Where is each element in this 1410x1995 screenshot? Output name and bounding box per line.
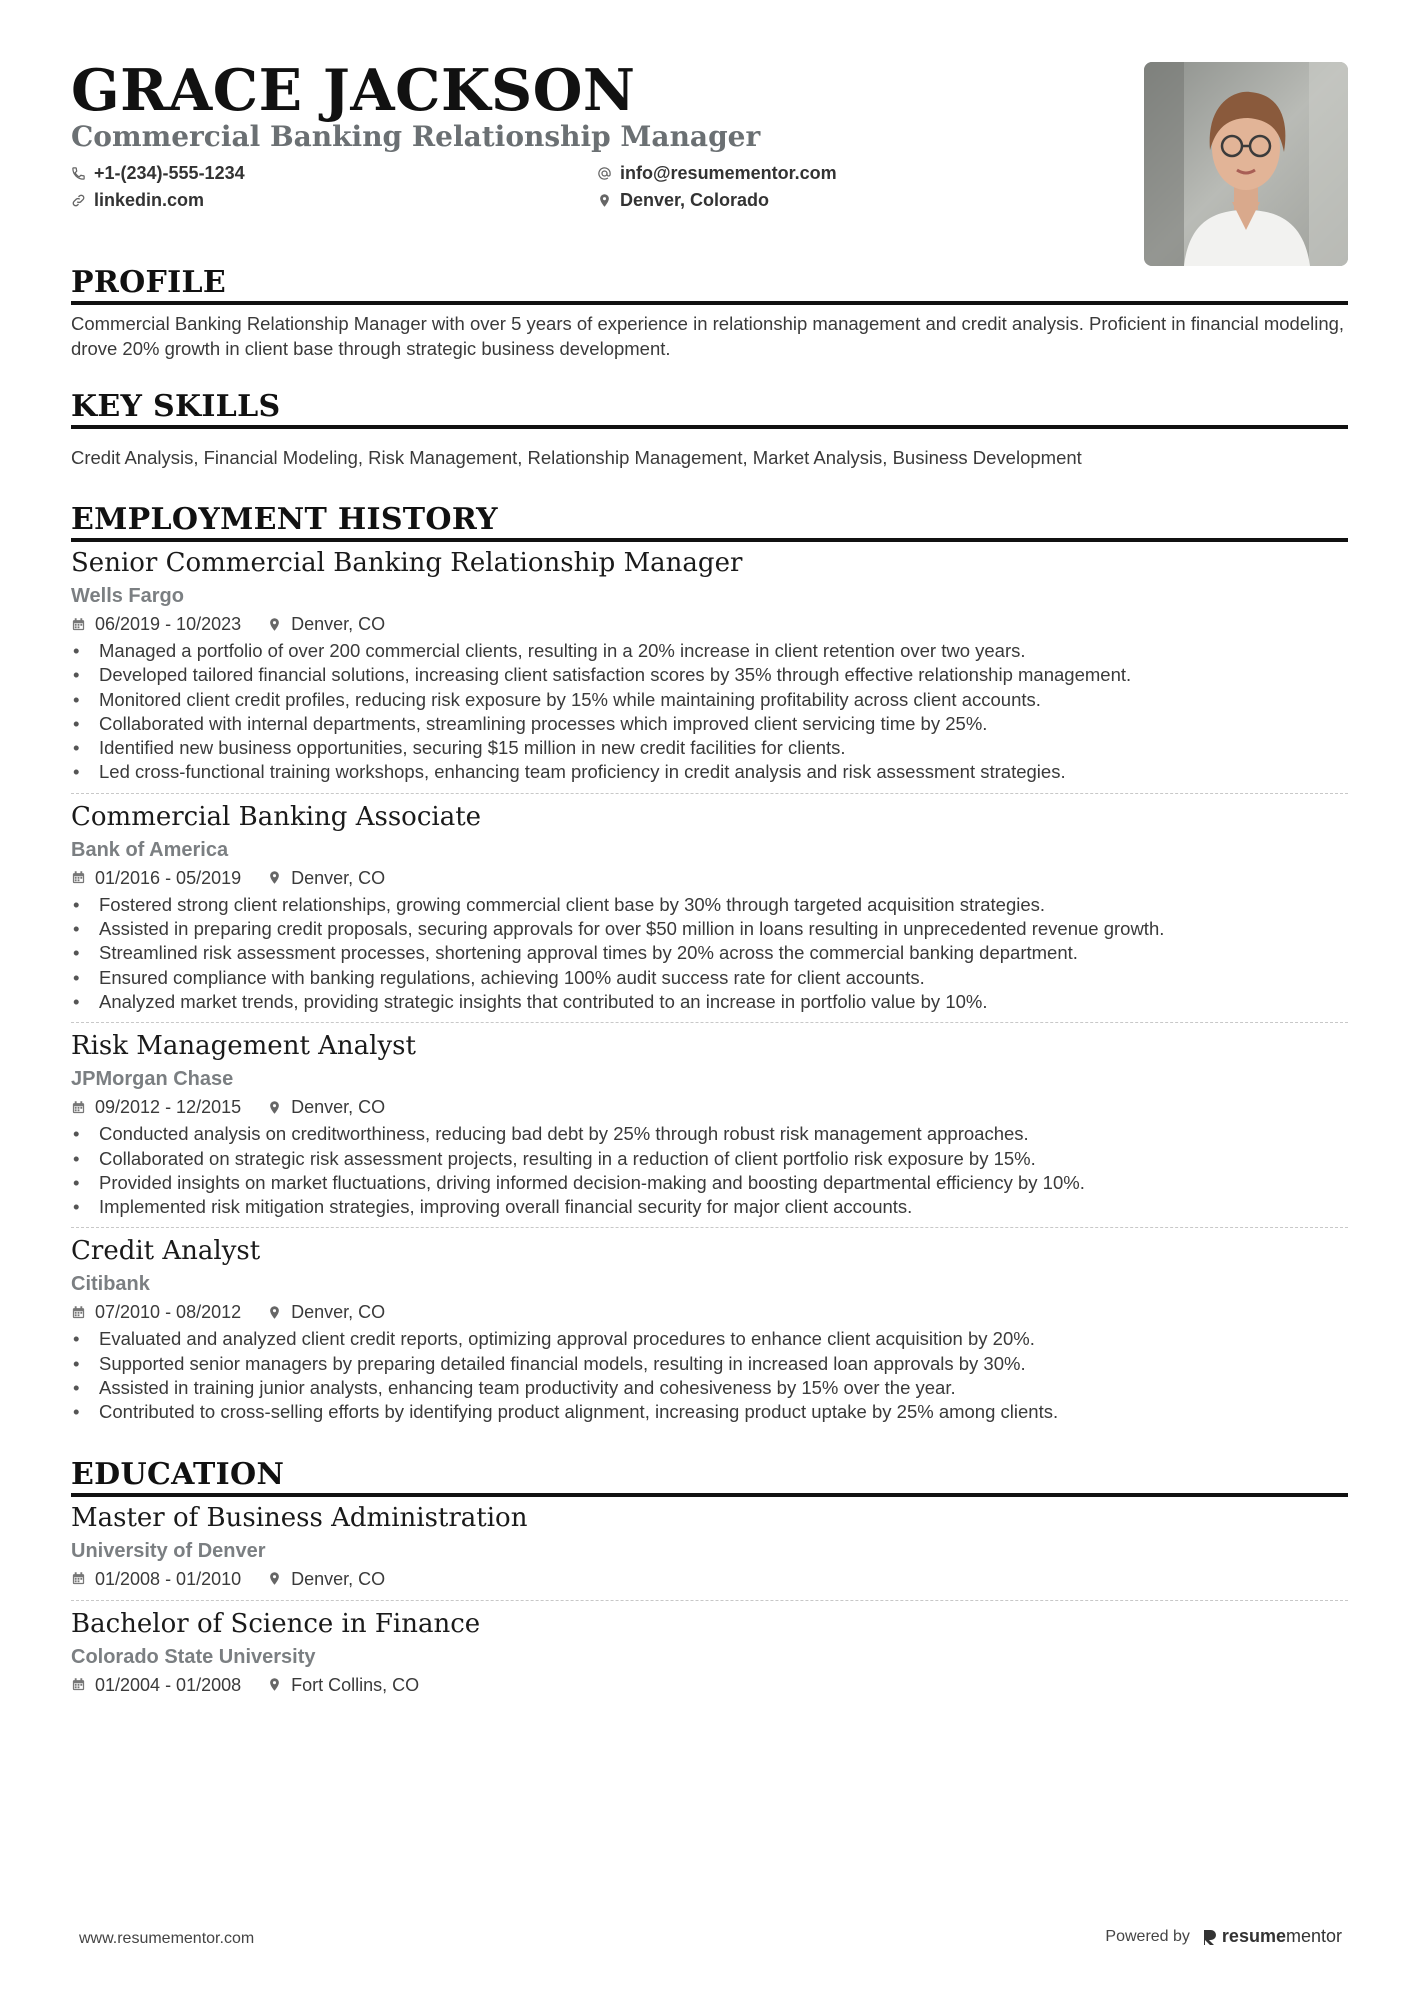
calendar-icon [71, 1571, 86, 1586]
map-pin-icon [267, 870, 282, 885]
education-meta [71, 1566, 1348, 1592]
job-meta [71, 1094, 1348, 1120]
company-name: Bank of America [71, 838, 229, 861]
link-icon [71, 193, 86, 208]
job-bullets [71, 893, 1348, 1014]
job-bullets [71, 1327, 1348, 1424]
bullet-item: • Fostered strong client relationships, growing commercial client base by 30% through targeted acquisition strategies. [71, 893, 1348, 917]
school-name: Colorado State University [71, 1645, 316, 1668]
calendar-icon [71, 870, 86, 885]
bullet-item: • Collaborated with internal departments, streamlining processes which improved client servicing time by 25%. [71, 712, 1348, 736]
job-role: Risk Management Analyst [71, 1031, 416, 1062]
job-role: Credit Analyst [71, 1236, 261, 1267]
section-heading-profile: PROFILE [71, 265, 1348, 305]
contact-linkedin [71, 187, 204, 213]
bullet-item: • Evaluated and analyzed client credit reports, optimizing approval procedures to enhance client acquisition by 20%. [71, 1327, 1348, 1351]
job-location: Denver, CO [291, 1302, 386, 1323]
job-dates: 01/2016 - 05/2019 [95, 867, 242, 888]
education-section [71, 1457, 1348, 1706]
bullet-item: • Conducted analysis on creditworthiness, reducing bad debt by 25% through robust risk management approaches. [71, 1122, 1348, 1146]
powered-by-text: Powered by [1105, 1927, 1190, 1945]
degree-name: Bachelor of Science in Finance [71, 1608, 481, 1639]
bullet-item: • Supported senior managers by preparing detailed financial models, resulting in increased loan approvals by 30%. [71, 1352, 1348, 1376]
job-bullets [71, 639, 1348, 785]
job-dates: 06/2019 - 10/2023 [95, 614, 242, 634]
job-meta [71, 865, 1348, 891]
logo-icon [1202, 1928, 1218, 1946]
footer-branding [1105, 1926, 1342, 1947]
footer-website[interactable]: www.resumementor.com [79, 1930, 255, 1947]
linkedin-text: linkedin.com [94, 189, 205, 210]
section-heading-employment: EMPLOYMENT HISTORY [71, 502, 1348, 542]
job-location: Denver, CO [291, 867, 386, 888]
bullet-item: • Monitored client credit profiles, reducing risk exposure by 15% while maintaining profitability across client accounts. [71, 688, 1348, 712]
calendar-icon [71, 1677, 86, 1692]
bullet-item: • Led cross-functional training workshops, enhancing team proficiency in credit analysis and risk assessment strategies. [71, 760, 1348, 784]
education-meta [71, 1672, 1348, 1698]
job-entry [71, 546, 1348, 794]
bullet-item: • Collaborated on strategic risk assessment projects, resulting in a reduction of client portfolio risk exposure by 15%. [71, 1147, 1348, 1171]
map-pin-icon [267, 617, 282, 632]
location-text: Denver, Colorado [620, 189, 770, 210]
resumementor-logo[interactable] [1202, 1926, 1342, 1947]
bullet-item: • Contributed to cross-selling efforts by identifying product alignment, increasing product uptake by 25% among clients. [71, 1400, 1348, 1424]
candidate-name: GRACE JACKSON [71, 57, 636, 124]
job-dates: 07/2010 - 08/2012 [95, 1302, 242, 1323]
contact-info [71, 160, 1131, 216]
email-text: info@resumementor.com [620, 162, 837, 183]
bullet-item: • Assisted in training junior analysts, enhancing team productivity and cohesiveness by 15% over the year. [71, 1376, 1348, 1400]
job-meta [71, 1299, 1348, 1325]
education-dates: 01/2004 - 01/2008 [95, 1674, 242, 1695]
job-role: Commercial Banking Associate [71, 801, 482, 832]
company-name: Citibank [71, 1273, 150, 1296]
education-dates: 01/2008 - 01/2010 [95, 1568, 242, 1589]
phone-text: +1-(234)-555-1234 [94, 162, 245, 183]
bullet-item: • Streamlined risk assessment processes, shortening approval times by 20% across the commercial banking department. [71, 941, 1348, 965]
section-heading-skills: KEY SKILLS [71, 389, 1348, 429]
map-pin-icon [597, 193, 612, 208]
education-location: Denver, CO [291, 1568, 386, 1589]
job-bullets [71, 1122, 1348, 1219]
at-icon [597, 166, 612, 181]
education-entry [71, 1607, 1348, 1706]
skills-section [71, 389, 1348, 470]
brand-bold-text: resume [1221, 1926, 1286, 1946]
contact-email [597, 160, 837, 186]
company-name: Wells Fargo [71, 585, 184, 607]
phone-icon [71, 166, 86, 181]
calendar-icon [71, 1305, 86, 1320]
map-pin-icon [267, 1677, 282, 1692]
job-entry [71, 1234, 1348, 1432]
bullet-item: • Provided insights on market fluctuations, driving informed decision-making and boosting departmental efficiency by 10%. [71, 1171, 1348, 1195]
brand-light-text: mentor [1285, 1926, 1342, 1946]
job-location: Denver, CO [291, 1097, 386, 1118]
profile-summary: Commercial Banking Relationship Manager with over 5 years of experience in relationship management and credit analysis. Proficient in financial modeling, drove 20% growth in client base through strategic business development. [71, 313, 1345, 359]
job-entry [71, 800, 1348, 1023]
profile-photo [1144, 62, 1348, 266]
candidate-title: Commercial Banking Relationship Manager [71, 120, 761, 153]
bullet-item: • Assisted in preparing credit proposals, securing approvals for over $50 million in loans resulting in unprecedented revenue growth. [71, 917, 1348, 941]
bullet-item: • Implemented risk mitigation strategies, improving overall financial security for major client accounts. [71, 1195, 1348, 1219]
profile-section [71, 265, 1348, 361]
bullet-item: • Analyzed market trends, providing strategic insights that contributed to an increase in portfolio value by 10%. [71, 990, 1348, 1014]
degree-name: Master of Business Administration [71, 1502, 528, 1533]
education-location: Fort Collins, CO [291, 1674, 420, 1695]
bullet-item: • Developed tailored financial solutions, increasing client satisfaction scores by 35% through effective relationship management. [71, 663, 1348, 687]
contact-location [597, 187, 769, 213]
map-pin-icon [267, 1305, 282, 1320]
company-name: JPMorgan Chase [71, 1068, 234, 1091]
section-heading-education: EDUCATION [71, 1457, 1348, 1497]
map-pin-icon [267, 1571, 282, 1586]
bullet-item: • Ensured compliance with banking regulations, achieving 100% audit success rate for client accounts. [71, 966, 1348, 990]
map-pin-icon [267, 1100, 282, 1115]
contact-phone [71, 160, 245, 186]
job-location: Denver, CO [291, 614, 386, 634]
resume-header [71, 57, 1348, 265]
job-meta [71, 611, 1348, 637]
calendar-icon [71, 617, 86, 632]
employment-section [71, 502, 1348, 1433]
job-role: Senior Commercial Banking Relationship Manager [71, 548, 743, 578]
school-name: University of Denver [71, 1539, 266, 1562]
education-entry [71, 1501, 1348, 1601]
skills-list: Credit Analysis, Financial Modeling, Risk Management, Relationship Management, Market Analysis, Business Development [71, 447, 1082, 468]
bullet-item: • Identified new business opportunities, securing $15 million in new credit facilities for clients. [71, 736, 1348, 760]
calendar-icon [71, 1100, 86, 1115]
job-dates: 09/2012 - 12/2015 [95, 1097, 242, 1118]
job-entry [71, 1029, 1348, 1228]
bullet-item: • Managed a portfolio of over 200 commercial clients, resulting in a 20% increase in client retention over two years. [71, 639, 1348, 663]
